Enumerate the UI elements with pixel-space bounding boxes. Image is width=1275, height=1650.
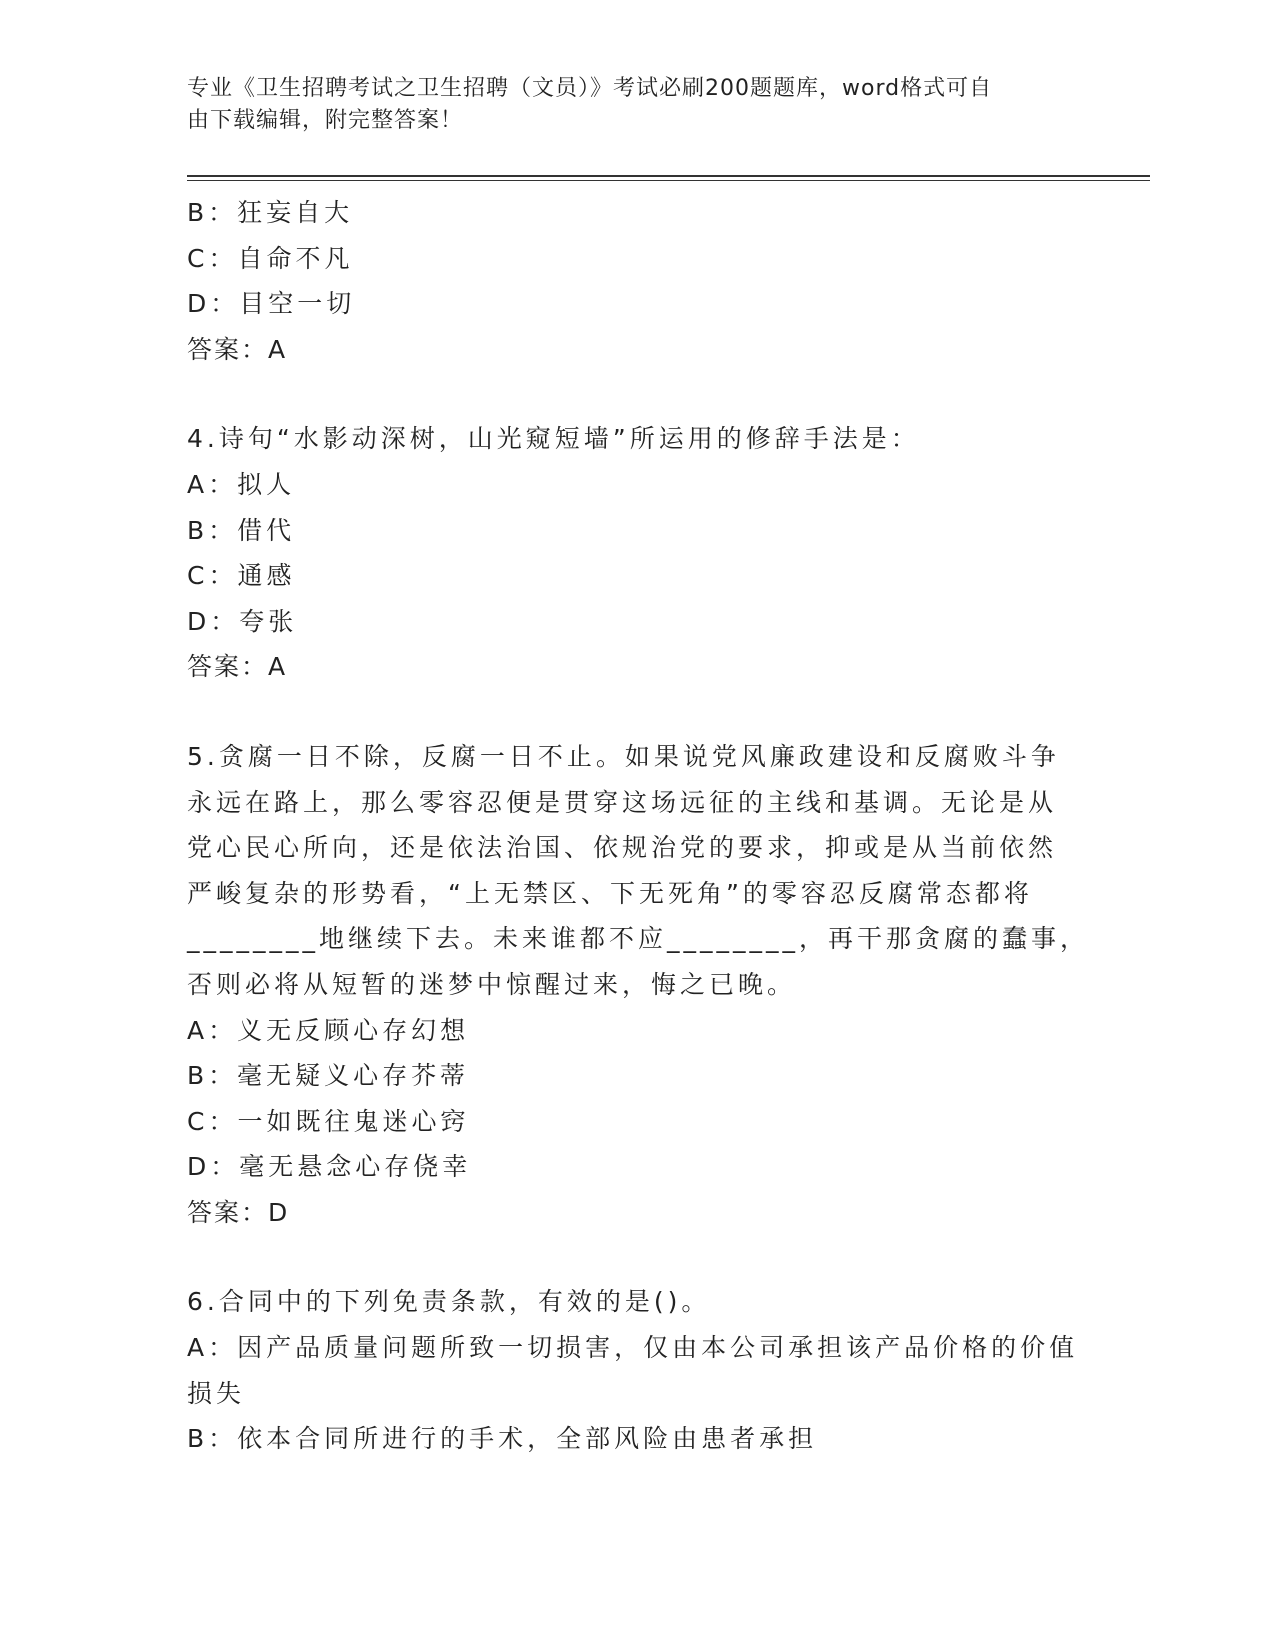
q4-option-d: D：夸张 [187, 606, 298, 636]
q3-option-c: C：自命不凡 [187, 243, 354, 273]
q6-option-a-line-1: A：因产品质量问题所致一切损害，仅由本公司承担该产品价格的价值 [187, 1333, 1079, 1363]
q5-stem-line-6: 否则必将从短暂的迷梦中惊醒过来，悔之已晚。 [187, 969, 797, 999]
q5-answer: 答案：D [187, 1197, 290, 1227]
q5-option-a: A：义无反顾心存幻想 [187, 1015, 470, 1045]
q4-option-b: B：借代 [187, 515, 296, 545]
q5-stem-line-2: 永远在路上，那么零容忍便是贯穿这场远征的主线和基调。无论是从 [187, 787, 1058, 817]
q4-option-c: C：通感 [187, 561, 296, 591]
question-content [187, 190, 1090, 1462]
q4-answer: 答案：A [187, 652, 288, 682]
header-divider-thick [187, 175, 1150, 177]
q3-option-d: D：目空一切 [187, 289, 356, 319]
q5-option-c: C：一如既往鬼迷心窍 [187, 1106, 470, 1136]
q5-stem-line-3: 党心民心所向，还是依法治国、依规治党的要求，抑或是从当前依然 [187, 833, 1058, 863]
header-divider-thin [187, 180, 1150, 181]
q4-option-a: A：拟人 [187, 469, 296, 499]
q3-answer: 答案：A [187, 334, 288, 364]
q5-option-b: B：毫无疑义心存芥蒂 [187, 1061, 470, 1091]
document-header [187, 73, 1067, 137]
spacer [187, 1235, 1087, 1279]
q6-stem: 6.合同中的下列免责条款，有效的是()。 [187, 1287, 711, 1317]
q3-option-b: B：狂妄自大 [187, 198, 354, 227]
q6-option-b: B：依本合同所进行的手术，全部风险由患者承担 [187, 1424, 818, 1454]
q5-option-d: D：毫无悬念心存侥幸 [187, 1152, 472, 1182]
q5-stem-line-4: 严峻复杂的形势看，“上无禁区、下无死角”的零容忍反腐常态都将 [187, 878, 1033, 908]
spacer [187, 690, 1087, 734]
question-4 [187, 416, 1087, 690]
q4-stem: 4.诗句“水影动深树，山光窥短墙”所运用的修辞手法是： [187, 424, 920, 454]
header-line-2: 由下载编辑，附完整答案！ [187, 108, 464, 133]
question-5 [187, 734, 1090, 1236]
q5-stem-line-1: 5.贪腐一日不除，反腐一日不止。如果说党风廉政建设和反腐败斗争 [187, 741, 1060, 771]
spacer [187, 372, 1087, 416]
question-6 [187, 1279, 1087, 1461]
q5-stem-line-5: ________地继续下去。未来谁都不应________，再干那贪腐的蠢事， [187, 924, 1090, 954]
header-line-1: 专业《卫生招聘考试之卫生招聘（文员）》考试必刷200题题库，word格式可自 [187, 76, 993, 101]
q6-option-a-line-2: 损失 [187, 1378, 246, 1408]
question-3 [187, 190, 1087, 372]
